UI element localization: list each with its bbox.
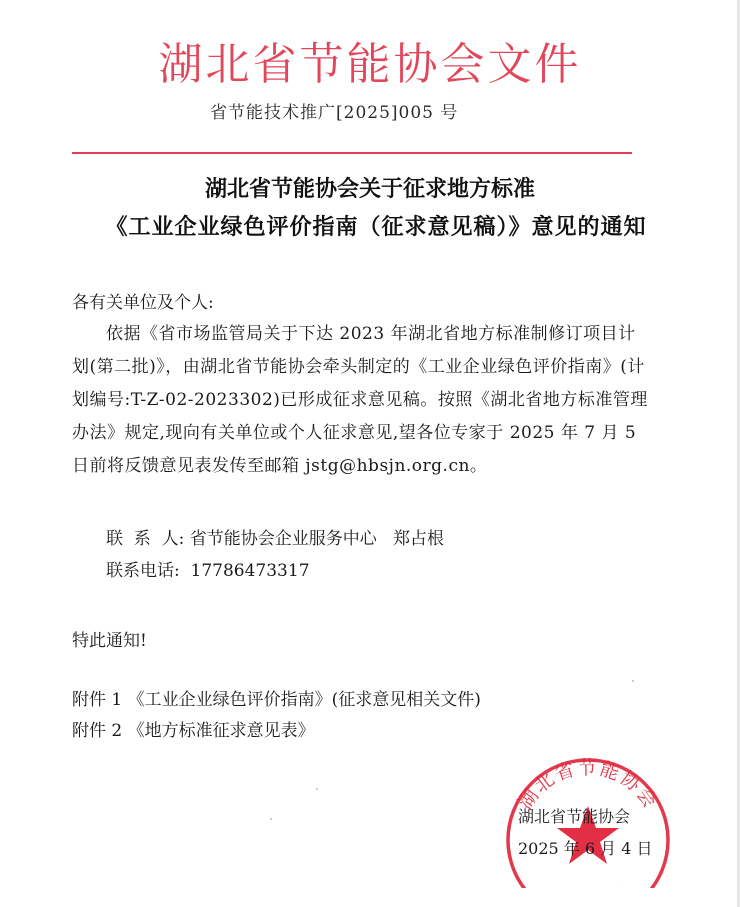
body-paragraph: 依据《省市场监管局关于下达 2023 年湖北省地方标准制修订项目计划(第二批)》，由湖北省节能协会牵头制定的《工业企业绿色评价指南》(计划编号:T-Z-02-2023302)已形成征求意见稿。按照《湖北省地方标准管理办法》规定,现向有关单位或个人征求意见,望各位专家于 2025 年 7 月 5 日前将反馈意见表发传至邮箱 jstg@hbsjn.org.cn。: [72, 324, 648, 476]
signing-date: 2025 年 6 月 4 日: [518, 839, 653, 858]
notice-title-line-1: 湖北省节能协会关于征求地方标准: [204, 177, 535, 202]
attachment-2: 附件 2 《地方标准征求意见表》: [72, 721, 315, 741]
attachment-1: 附件 1 《工业企业绿色评价指南》(征求意见相关文件): [72, 690, 481, 710]
document-header-title: 湖北省节能协会文件: [158, 39, 582, 90]
signing-organization: 湖北省节能协会: [518, 807, 631, 826]
document-number: 省节能技术推广[2025]005 号: [210, 103, 459, 123]
seal-text: 湖北省节能协会: [514, 758, 662, 814]
salutation: 各有关单位及个人:: [72, 293, 214, 313]
svg-text:4201050133445: [553, 887, 626, 888]
scan-speck: [632, 680, 634, 682]
closing-notice: 特此通知!: [72, 631, 147, 651]
seal-code: [553, 887, 626, 888]
contact-phone: 联系电话: 17786473317: [106, 561, 310, 581]
notice-title-line-2: 《工业企业绿色评价指南（征求意见稿）》意见的通知: [105, 215, 647, 240]
scan-speck: [270, 818, 272, 820]
contact-person: 联 系 人: 省节能协会企业服务中心 郑占根: [106, 529, 444, 549]
scan-speck: [316, 788, 318, 790]
red-divider-line: [72, 152, 632, 154]
